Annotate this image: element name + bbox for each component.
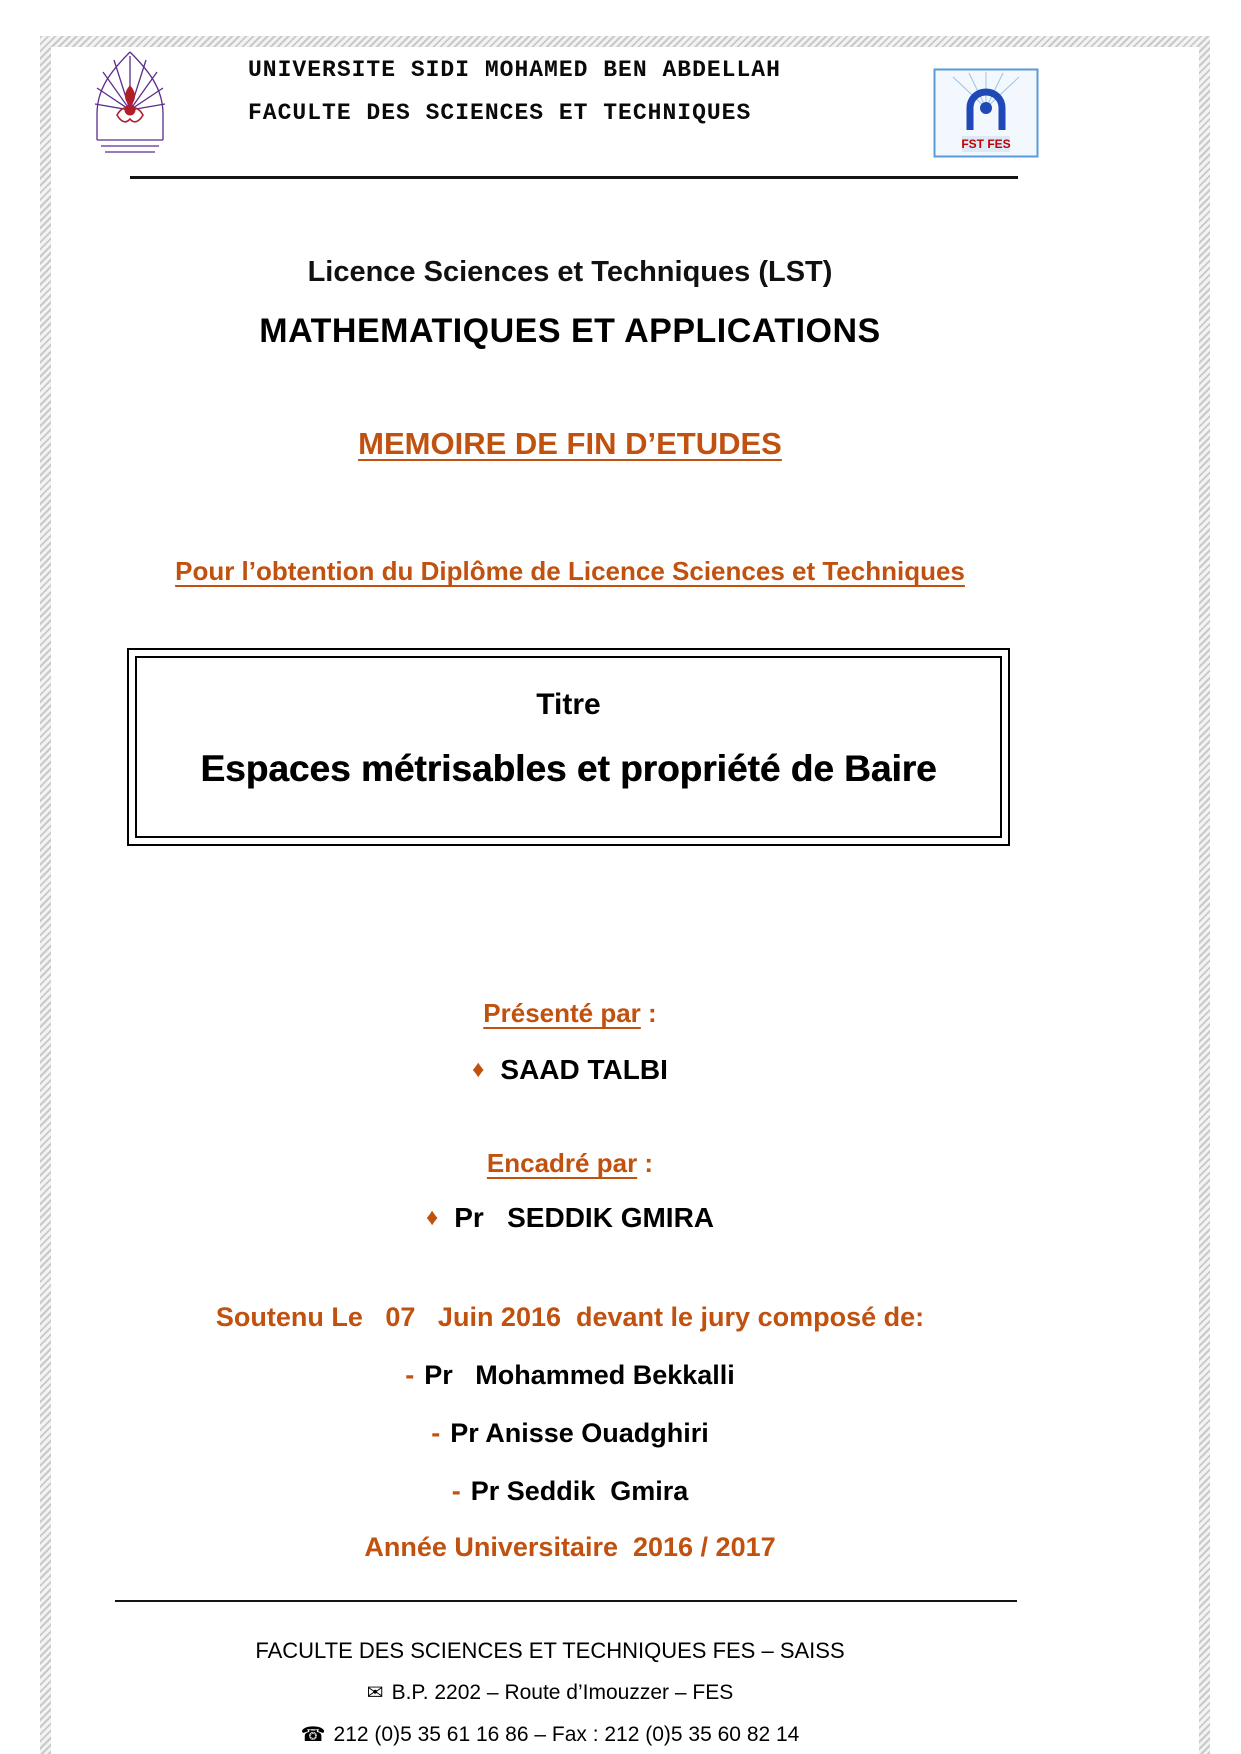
colon: : — [640, 998, 657, 1028]
purpose-line — [0, 556, 1140, 587]
header-rule — [130, 176, 1018, 179]
footer-phone: 212 (0)5 35 61 16 86 – Fax : 212 (0)5 35 60 82 14 — [333, 1723, 800, 1746]
supervisor-name: Pr SEDDIK GMIRA — [454, 1202, 715, 1233]
university-logo — [84, 48, 176, 165]
fst-logo — [933, 68, 1039, 163]
jury-member-name: Pr Seddik Gmira — [470, 1476, 689, 1506]
document-type-text: MEMOIRE DE FIN D’ETUDES — [358, 426, 782, 461]
program-title: Licence Sciences et Techniques (LST) — [307, 256, 833, 288]
thesis-title-box — [127, 648, 1010, 846]
phone-icon: ☎ — [300, 1724, 326, 1746]
supervised-by-label: Encadré par — [486, 1148, 638, 1178]
jury-member — [0, 1418, 1140, 1449]
thesis-title-box-inner — [135, 656, 1002, 838]
fst-emblem-icon — [933, 68, 1039, 158]
jury-member-name: Pr Mohammed Bekkalli — [424, 1360, 735, 1390]
dash: - — [405, 1360, 415, 1390]
diamond-icon: ♦ — [472, 1056, 485, 1083]
jury-member-name: Pr Anisse Ouadghiri — [450, 1418, 709, 1448]
mail-icon: ✉ — [366, 1682, 384, 1704]
footer-faculty-line: FACULTE DES SCIENCES ET TECHNIQUES FES – SAISS — [255, 1638, 845, 1663]
footer-address-line — [0, 1680, 1100, 1705]
footer-phone-line — [0, 1722, 1100, 1747]
specialty-title: MATHEMATIQUES ET APPLICATIONS — [259, 312, 881, 350]
document-type-title — [0, 426, 1140, 462]
supervised-by-heading — [0, 1148, 1140, 1179]
university-emblem-icon — [84, 48, 176, 160]
fst-logo-text: FST FES — [961, 137, 1011, 151]
faculty-name: FACULTE DES SCIENCES ET TECHNIQUES — [248, 100, 752, 126]
title-label: Titre — [536, 688, 601, 721]
jury-intro: Soutenu Le 07 Juin 2016 devant le jury composé de: — [215, 1302, 925, 1332]
colon: : — [637, 1148, 654, 1178]
academic-year: Année Universitaire 2016 / 2017 — [364, 1532, 776, 1562]
purpose-text: Pour l’obtention du Diplôme de Licence Sciences et Techniques — [175, 556, 965, 586]
presented-by-heading — [0, 998, 1140, 1029]
supervisor-line — [0, 1202, 1140, 1234]
footer-rule — [115, 1600, 1017, 1602]
thesis-title: Espaces métrisables et propriété de Baire — [200, 748, 937, 789]
presented-by-label: Présenté par — [483, 998, 641, 1028]
university-name: UNIVERSITE SIDI MOHAMED BEN ABDELLAH — [248, 57, 781, 83]
jury-member — [0, 1360, 1140, 1391]
student-name: SAAD TALBI — [500, 1054, 668, 1085]
jury-member — [0, 1476, 1140, 1507]
dash: - — [431, 1418, 441, 1448]
diamond-icon: ♦ — [425, 1204, 439, 1231]
student-line — [0, 1054, 1140, 1086]
dash: - — [451, 1476, 461, 1506]
footer-address: B.P. 2202 – Route d’Imouzzer – FES — [391, 1681, 734, 1704]
